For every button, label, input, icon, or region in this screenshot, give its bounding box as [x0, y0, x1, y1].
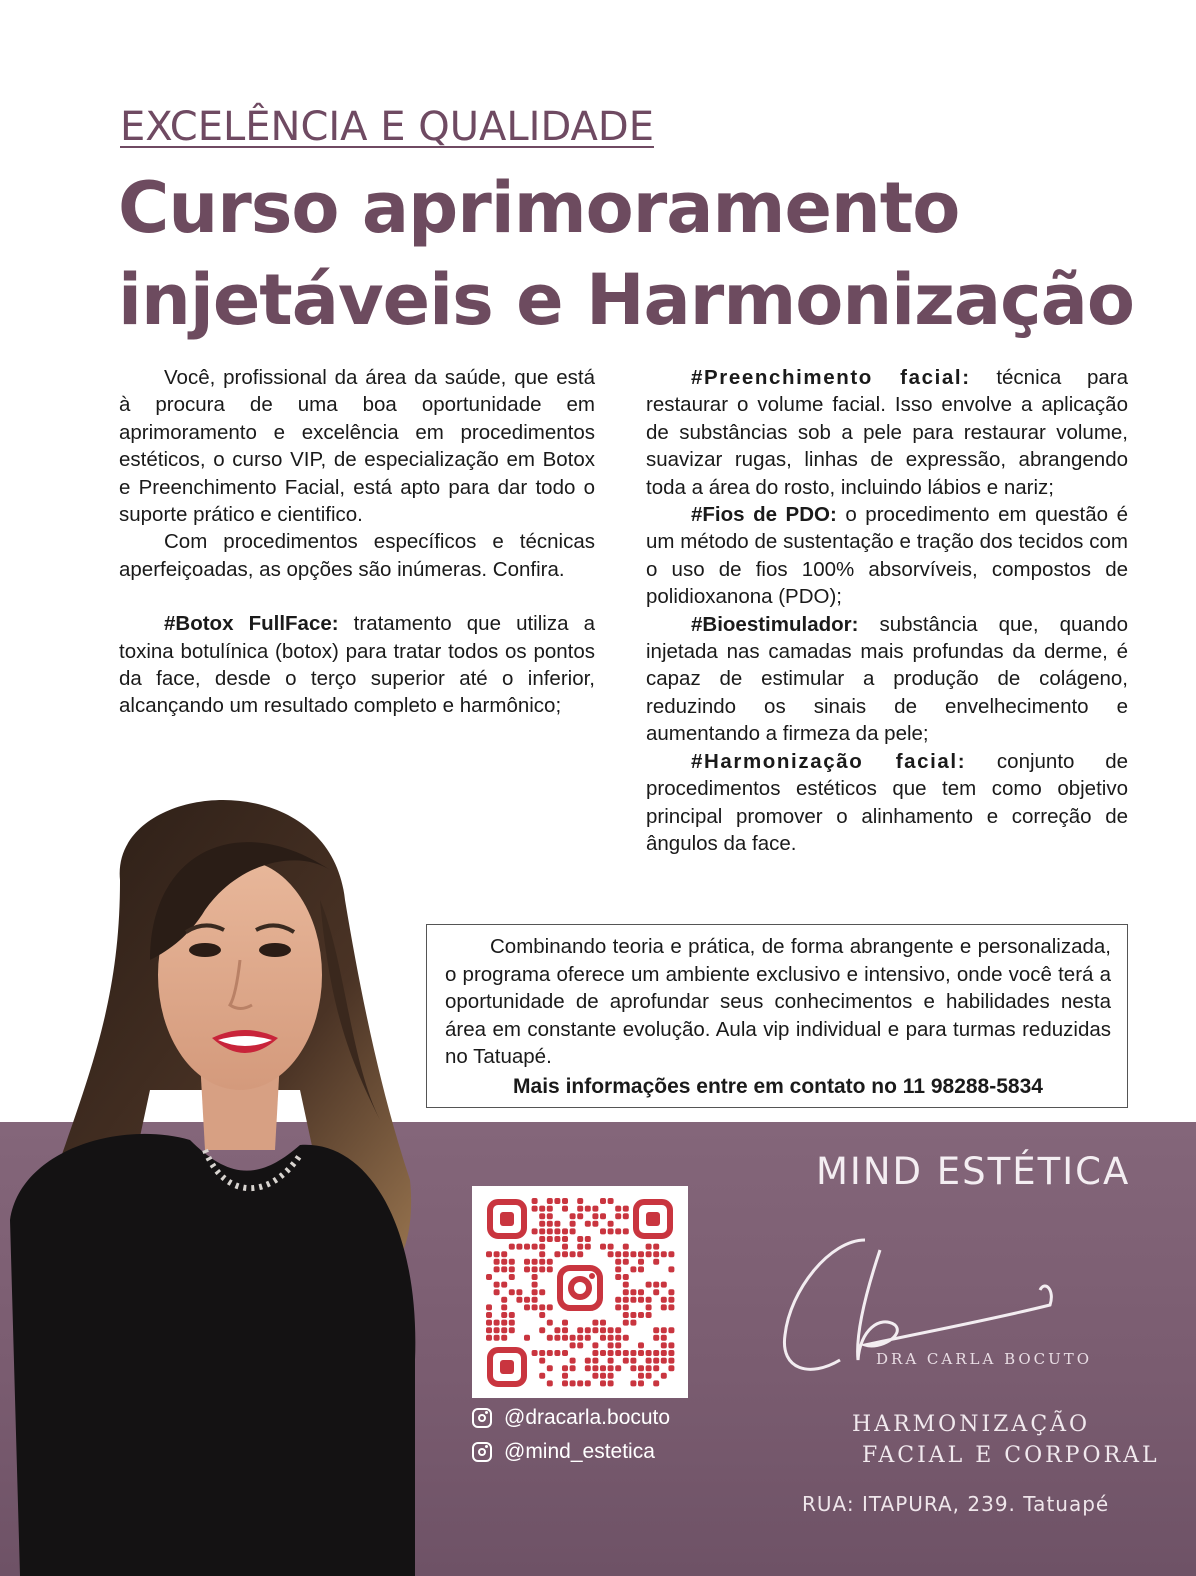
qr-module	[532, 1198, 538, 1204]
qr-module	[494, 1335, 500, 1341]
preenchimento-paragraph	[646, 364, 1128, 501]
qr-code-graphic	[472, 1186, 688, 1398]
qr-module	[562, 1198, 568, 1204]
qr-module	[615, 1365, 621, 1371]
qr-module	[532, 1206, 538, 1212]
qr-module	[509, 1327, 515, 1333]
qr-module	[623, 1228, 629, 1234]
signature-name: DRA CARLA BOCUTO	[876, 1350, 1093, 1368]
qr-module	[638, 1350, 644, 1356]
qr-module	[516, 1289, 522, 1295]
services-line-1: HARMONIZAÇÃO	[852, 1412, 1091, 1437]
qr-module	[501, 1297, 507, 1303]
qr-module	[646, 1312, 652, 1318]
qr-module	[661, 1251, 667, 1257]
qr-module	[661, 1297, 667, 1303]
instagram-handle-1[interactable]	[472, 1406, 670, 1430]
qr-module	[494, 1282, 500, 1288]
qr-module	[592, 1206, 598, 1212]
portrait-photo	[0, 760, 430, 1576]
qr-module	[577, 1380, 583, 1386]
qr-module	[608, 1335, 614, 1341]
left-column	[119, 364, 595, 720]
qr-module	[539, 1358, 545, 1364]
instagram-handle-2[interactable]	[472, 1440, 655, 1464]
qr-module	[646, 1373, 652, 1379]
qr-module	[623, 1274, 629, 1280]
qr-module	[554, 1251, 560, 1257]
intro-paragraph: Você, profissional da área da saúde, que está à procura de uma boa oportunidade em aprimoramento e excelência em procedimentos estéticos, o curso VIP, de especialização em Botox e Preenchimento Facial, está apto para dar todo o suporte prático e cientifico.	[119, 366, 595, 527]
qr-module	[623, 1213, 629, 1219]
qr-module	[646, 1304, 652, 1310]
qr-module	[638, 1251, 644, 1257]
qr-module	[547, 1228, 553, 1234]
qr-module	[638, 1297, 644, 1303]
qr-module	[501, 1251, 507, 1257]
qr-module	[638, 1365, 644, 1371]
qr-module	[494, 1320, 500, 1326]
qr-module	[562, 1380, 568, 1386]
qr-module	[539, 1236, 545, 1242]
qr-module	[585, 1206, 591, 1212]
qr-module	[501, 1335, 507, 1341]
qr-module	[661, 1350, 667, 1356]
qr-module	[615, 1251, 621, 1257]
qr-module	[585, 1244, 591, 1250]
qr-module	[532, 1350, 538, 1356]
qr-module	[668, 1304, 674, 1310]
qr-module	[608, 1365, 614, 1371]
qr-module	[585, 1327, 591, 1333]
qr-module	[592, 1221, 598, 1227]
qr-module	[570, 1251, 576, 1257]
qr-module	[668, 1350, 674, 1356]
qr-module	[486, 1251, 492, 1257]
qr-module	[653, 1327, 659, 1333]
qr-module	[615, 1228, 621, 1234]
fios-tag: #Fios de PDO:	[691, 503, 837, 527]
qr-module	[615, 1350, 621, 1356]
qr-module	[547, 1365, 553, 1371]
qr-module	[653, 1244, 659, 1250]
qr-module	[539, 1244, 545, 1250]
qr-module	[600, 1320, 606, 1326]
qr-module	[539, 1350, 545, 1356]
qr-module	[638, 1342, 644, 1348]
qr-module	[668, 1342, 674, 1348]
qr-module	[577, 1251, 583, 1257]
qr-module	[646, 1251, 652, 1257]
qr-module	[501, 1304, 507, 1310]
qr-module	[547, 1266, 553, 1272]
qr-module	[516, 1244, 522, 1250]
qr-module	[509, 1312, 515, 1318]
qr-module	[585, 1380, 591, 1386]
qr-module	[486, 1274, 492, 1280]
qr-module	[592, 1327, 598, 1333]
qr-module	[638, 1373, 644, 1379]
qr-module	[539, 1266, 545, 1272]
qr-module	[570, 1213, 576, 1219]
qr-module	[615, 1206, 621, 1212]
qr-module	[494, 1289, 500, 1295]
qr-module	[653, 1380, 659, 1386]
qr-module	[494, 1259, 500, 1265]
qr-module	[608, 1358, 614, 1364]
qr-module	[562, 1365, 568, 1371]
qr-module	[630, 1380, 636, 1386]
qr-module	[532, 1289, 538, 1295]
qr-module	[600, 1213, 606, 1219]
qr-module	[668, 1266, 674, 1272]
qr-module	[608, 1342, 614, 1348]
qr-module	[615, 1266, 621, 1272]
qr-module	[661, 1358, 667, 1364]
qr-module	[547, 1259, 553, 1265]
qr-module	[486, 1304, 492, 1310]
qr-module	[501, 1259, 507, 1265]
qr-module	[615, 1342, 621, 1348]
qr-module	[668, 1365, 674, 1371]
preenchimento-text: técnica para restaurar o volume facial. Isso envolve a aplicação de substâncias sob a pele para restaurar volume, suavizar rugas, linhas de expressão, abrangendo toda a área do rosto, incluindo lábios e nariz;	[646, 366, 1129, 499]
qr-module	[600, 1244, 606, 1250]
qr-module	[615, 1213, 621, 1219]
qr-module	[577, 1236, 583, 1242]
section-kicker: EXCELÊNCIA E QUALIDADE	[120, 104, 654, 150]
qr-module	[600, 1350, 606, 1356]
qr-module	[539, 1289, 545, 1295]
qr-module	[539, 1327, 545, 1333]
botox-paragraph	[119, 610, 595, 720]
qr-module	[653, 1289, 659, 1295]
qr-module	[547, 1320, 553, 1326]
preenchimento-tag: #Preenchimento facial:	[691, 366, 971, 389]
qr-module	[554, 1221, 560, 1227]
harmonizacao-text: conjunto de procedimentos estéticos que tem como objetivo principal promover o alinhamento e correção de ângulos da face.	[646, 749, 1129, 855]
qr-module	[638, 1380, 644, 1386]
qr-module	[501, 1320, 507, 1326]
qr-module	[630, 1312, 636, 1318]
qr-module	[615, 1335, 621, 1341]
qr-module	[623, 1244, 629, 1250]
qr-module	[562, 1327, 568, 1333]
qr-module	[623, 1206, 629, 1212]
qr-module	[585, 1335, 591, 1341]
contact-cta: Mais informações entre em contato no 11 98288-5834	[513, 1074, 1043, 1098]
qr-module	[486, 1327, 492, 1333]
qr-module	[494, 1327, 500, 1333]
qr-module	[600, 1365, 606, 1371]
qr-module	[577, 1335, 583, 1341]
qr-module	[562, 1244, 568, 1250]
qr-module	[554, 1198, 560, 1204]
qr-module	[668, 1251, 674, 1257]
qr-module	[509, 1244, 515, 1250]
qr-module	[501, 1327, 507, 1333]
qr-module	[630, 1320, 636, 1326]
qr-module	[570, 1365, 576, 1371]
qr-module	[585, 1358, 591, 1364]
qr-module	[608, 1228, 614, 1234]
qr-module	[608, 1373, 614, 1379]
qr-module	[509, 1289, 515, 1295]
qr-module	[623, 1312, 629, 1318]
qr-module	[532, 1304, 538, 1310]
qr-module	[547, 1198, 553, 1204]
qr-module	[623, 1350, 629, 1356]
qr-module	[562, 1335, 568, 1341]
qr-module	[661, 1373, 667, 1379]
qr-module	[554, 1228, 560, 1234]
qr-module	[570, 1342, 576, 1348]
qr-module	[638, 1266, 644, 1272]
qr-module	[661, 1342, 667, 1348]
qr-module	[615, 1304, 621, 1310]
qr-module	[539, 1373, 545, 1379]
qr-module	[509, 1320, 515, 1326]
qr-module	[600, 1198, 606, 1204]
qr-module	[608, 1198, 614, 1204]
qr-module	[501, 1282, 507, 1288]
qr-module	[661, 1335, 667, 1341]
qr-module	[630, 1251, 636, 1257]
qr-module	[630, 1358, 636, 1364]
qr-module	[577, 1327, 583, 1333]
qr-module	[577, 1198, 583, 1204]
qr-module	[554, 1327, 560, 1333]
qr-module	[653, 1259, 659, 1265]
qr-module	[600, 1228, 606, 1234]
qr-module	[592, 1350, 598, 1356]
qr-module	[592, 1358, 598, 1364]
qr-module	[668, 1297, 674, 1303]
qr-module	[623, 1335, 629, 1341]
qr-module	[562, 1251, 568, 1257]
fios-text: o procedimento em questão é um método de sustentação e tração dos tecidos com o uso de fios 100% absorvíveis, compostos de polidioxanona (PDO);	[646, 503, 1128, 609]
qr-module	[501, 1266, 507, 1272]
qr-module	[562, 1236, 568, 1242]
qr-module	[562, 1206, 568, 1212]
qr-module	[630, 1350, 636, 1356]
qr-module	[646, 1244, 652, 1250]
qr-module	[554, 1350, 560, 1356]
qr-module	[547, 1213, 553, 1219]
qr-module	[577, 1213, 583, 1219]
qr-module	[486, 1312, 492, 1318]
qr-module	[562, 1320, 568, 1326]
qr-module	[562, 1373, 568, 1379]
qr-module	[638, 1259, 644, 1265]
qr-module	[653, 1358, 659, 1364]
page-title	[118, 162, 1158, 346]
info-text: Combinando teoria e prática, de forma abrangente e personalizada, o programa oferece um ambiente exclusivo e intensivo, onde você terá a oportunidade de aprofundar seus conhecimentos e habilidades nesta área em constante evolução. Aula vip individual e para turmas reduzidas no Tatuapé.	[445, 935, 1111, 1068]
qr-module	[486, 1335, 492, 1341]
qr-module	[638, 1289, 644, 1295]
qr-module	[532, 1266, 538, 1272]
instagram-icon	[472, 1442, 492, 1462]
qr-module	[524, 1259, 530, 1265]
services-line-2: FACIAL E CORPORAL	[862, 1443, 1160, 1468]
qr-module	[630, 1266, 636, 1272]
qr-module	[570, 1358, 576, 1364]
qr-module	[600, 1327, 606, 1333]
qr-module	[509, 1259, 515, 1265]
qr-module	[562, 1350, 568, 1356]
qr-module	[630, 1297, 636, 1303]
fios-paragraph	[646, 501, 1128, 611]
qr-module	[661, 1327, 667, 1333]
qr-module	[592, 1342, 598, 1348]
qr-module	[539, 1304, 545, 1310]
qr-module	[524, 1244, 530, 1250]
qr-module	[661, 1304, 667, 1310]
qr-module	[532, 1274, 538, 1280]
qr-module	[653, 1251, 659, 1257]
qr-module	[623, 1304, 629, 1310]
qr-module	[585, 1365, 591, 1371]
qr-module	[623, 1358, 629, 1364]
qr-module	[653, 1350, 659, 1356]
qr-module	[570, 1221, 576, 1227]
brand-name: MIND ESTÉTICA	[816, 1150, 1131, 1193]
qr-module	[592, 1373, 598, 1379]
qr-module	[653, 1365, 659, 1371]
qr-module	[608, 1327, 614, 1333]
instagram-icon	[472, 1408, 492, 1428]
qr-module	[539, 1206, 545, 1212]
qr-module	[524, 1266, 530, 1272]
qr-module	[623, 1289, 629, 1295]
qr-module	[623, 1259, 629, 1265]
qr-module	[577, 1206, 583, 1212]
qr-module	[570, 1380, 576, 1386]
qr-module	[623, 1251, 629, 1257]
qr-module	[646, 1282, 652, 1288]
qr-module	[570, 1335, 576, 1341]
qr-module	[547, 1304, 553, 1310]
qr-module	[653, 1335, 659, 1341]
right-column	[646, 364, 1128, 857]
qr-module	[524, 1304, 530, 1310]
qr-module	[608, 1380, 614, 1386]
qr-module	[615, 1297, 621, 1303]
qr-module	[668, 1289, 674, 1295]
qr-module	[615, 1274, 621, 1280]
qr-module	[554, 1236, 560, 1242]
qr-module	[532, 1228, 538, 1234]
qr-module	[646, 1350, 652, 1356]
qr-module	[494, 1251, 500, 1257]
qr-module	[562, 1228, 568, 1234]
qr-module	[615, 1327, 621, 1333]
qr-module	[547, 1206, 553, 1212]
instagram-qr-code[interactable]	[472, 1186, 688, 1398]
qr-module	[623, 1297, 629, 1303]
qr-module	[585, 1221, 591, 1227]
qr-module	[623, 1320, 629, 1326]
qr-module	[516, 1297, 522, 1303]
harmonizacao-tag: #Harmonização facial:	[691, 749, 967, 773]
qr-module	[592, 1320, 598, 1326]
qr-module	[668, 1358, 674, 1364]
qr-module	[577, 1342, 583, 1348]
qr-module	[509, 1266, 515, 1272]
info-box	[426, 924, 1128, 1108]
qr-module	[539, 1213, 545, 1219]
qr-module	[646, 1365, 652, 1371]
qr-module	[539, 1221, 545, 1227]
qr-module	[615, 1259, 621, 1265]
qr-module	[623, 1282, 629, 1288]
qr-module	[661, 1282, 667, 1288]
qr-module	[668, 1327, 674, 1333]
qr-module	[539, 1312, 545, 1318]
qr-module	[630, 1289, 636, 1295]
qr-module	[630, 1365, 636, 1371]
address: RUA: ITAPURA, 239. Tatuapé	[802, 1492, 1110, 1516]
qr-module	[532, 1259, 538, 1265]
handle-text-1: @dracarla.bocuto	[504, 1406, 671, 1429]
qr-module	[653, 1282, 659, 1288]
qr-module	[554, 1335, 560, 1341]
qr-module	[592, 1365, 598, 1371]
bioestimulador-tag: #Bioestimulador:	[691, 612, 859, 636]
intro-paragraph-2: Com procedimentos específicos e técnicas aperfeiçoadas, as opções são inúmeras. Confira.	[119, 530, 595, 581]
qr-module	[509, 1274, 515, 1280]
harmonizacao-paragraph	[646, 748, 1128, 858]
bioestimulador-text: substância que, quando injetada nas camadas mais profundas da derme, é capaz de estimular a produção de colágeno, reduzindo os sinais de envelhecimento e aumentando a firmeza da pele;	[646, 612, 1128, 746]
qr-module	[608, 1244, 614, 1250]
qr-module	[532, 1297, 538, 1303]
qr-module	[486, 1320, 492, 1326]
bioestimulador-paragraph	[646, 611, 1128, 748]
qr-module	[638, 1312, 644, 1318]
qr-module	[577, 1244, 583, 1250]
title-line-2: injetáveis e Harmonização	[118, 259, 1134, 341]
qr-module	[547, 1350, 553, 1356]
qr-module	[608, 1251, 614, 1257]
title-line-1: Curso aprimoramento	[118, 167, 960, 249]
qr-module	[600, 1380, 606, 1386]
qr-module	[532, 1282, 538, 1288]
qr-module	[547, 1236, 553, 1242]
qr-module	[547, 1335, 553, 1341]
qr-module	[532, 1244, 538, 1250]
qr-module	[501, 1312, 507, 1318]
qr-module	[539, 1259, 545, 1265]
qr-module	[600, 1335, 606, 1341]
qr-module	[592, 1213, 598, 1219]
qr-module	[608, 1221, 614, 1227]
qr-module	[547, 1380, 553, 1386]
botox-text: tratamento que utiliza a toxina botulínica (botox) para tratar todos os pontos da face, desde o terço superior até o inferior, alcançando um resultado completo e harmônico;	[119, 612, 595, 718]
qr-module	[608, 1350, 614, 1356]
botox-tag: #Botox FullFace:	[164, 612, 339, 636]
qr-module	[646, 1297, 652, 1303]
qr-module	[539, 1228, 545, 1234]
qr-module	[570, 1228, 576, 1234]
qr-module	[600, 1373, 606, 1379]
qr-module	[494, 1266, 500, 1272]
qr-module	[646, 1358, 652, 1364]
qr-module	[585, 1236, 591, 1242]
handle-text-2: @mind_estetica	[504, 1440, 655, 1463]
qr-module	[524, 1335, 530, 1341]
qr-module	[524, 1297, 530, 1303]
qr-module	[547, 1221, 553, 1227]
qr-module	[539, 1251, 545, 1257]
